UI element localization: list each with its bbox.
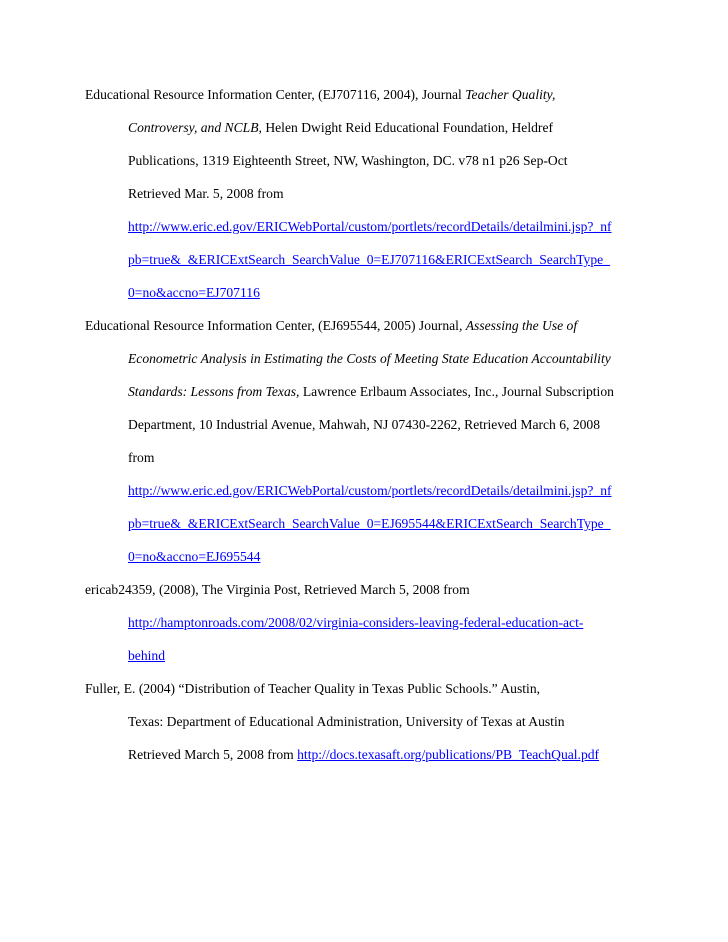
ref-ej695544-article-title-cont: Econometric Analysis in Estimating the Costs of Meeting State Education Accountability [128,351,611,366]
ref-ej707116-line-7 [128,285,260,301]
ref-ej707116-url-part-1[interactable]: http://www.eric.ed.gov/ERICWebPortal/custom/portlets/recordDetails/detailmini.jsp?_nf [128,219,612,234]
ref-ej695544-line-4 [128,417,600,433]
ref-ej695544-line-6 [128,483,612,499]
ref-ej707116-address: Publications, 1319 Eighteenth Street, NW, Washington, DC. v78 n1 p26 Sep-Oct [128,153,568,168]
ref-ej695544-line-5 [128,450,154,466]
ref-ej707116-line-2 [128,120,553,136]
ref-ej707116-line-1 [85,87,555,103]
ref-ej695544-line-2 [128,351,611,367]
ref-fuller-2004-line-3 [128,747,599,763]
ref-fuller-2004-retrieved: Retrieved March 5, 2008 from [128,747,298,762]
ref-ej707116-url-part-3[interactable]: 0=no&accno=EJ707116 [128,285,260,300]
ref-ej707116-journal-title-cont: Controversy, and NCLB, [128,120,262,135]
ref-ej695544-line-1 [85,318,577,334]
ref-fuller-2004-line-1 [85,681,540,697]
ref-ericab24359-line-3 [128,648,165,664]
ref-ej707116-line-6 [128,252,610,268]
ref-ej707116-text: Educational Resource Information Center, (EJ707116, 2004), Journal [85,87,466,102]
ref-ej695544-from: from [128,450,155,465]
ref-ej695544-url-part-1[interactable]: http://www.eric.ed.gov/ERICWebPortal/custom/portlets/recordDetails/detailmini.jsp?_nf [128,483,612,498]
ref-ej707116-line-5 [128,219,612,235]
ref-ej695544-publisher: Lawrence Erlbaum Associates, Inc., Journal Subscription [299,384,614,399]
ref-ej695544-address: Department, 10 Industrial Avenue, Mahwah, NJ 07430-2262, Retrieved March 6, 2008 [128,417,601,432]
ref-ej707116-line-3 [128,153,568,169]
ref-ej695544-article-title-end: Standards: Lessons from Texas, [128,384,300,399]
ref-ej695544-url-part-2[interactable]: pb=true&_&ERICExtSearch_SearchValue_0=EJ695544&ERICExtSearch_SearchType_ [128,516,611,531]
ref-ericab24359-line-1 [85,582,470,598]
ref-fuller-2004-url[interactable]: http://docs.texasaft.org/publications/PB_TeachQual.pdf [297,747,600,762]
ref-ej707116-line-4 [128,186,284,202]
ref-ej707116-url-part-2[interactable]: pb=true&_&ERICExtSearch_SearchValue_0=EJ707116&ERICExtSearch_SearchType_ [128,252,610,267]
ref-ej695544-article-title: Assessing the Use of [465,318,578,333]
ref-ej707116-publisher: Helen Dwight Reid Educational Foundation, Heldref [261,120,554,135]
ref-ej695544-line-7 [128,516,611,532]
ref-ej695544-line-3 [128,384,614,400]
ref-ej695544-url-part-3[interactable]: 0=no&accno=EJ695544 [128,549,261,564]
ref-fuller-2004-publisher: Texas: Department of Educational Administration, University of Texas at Austin [128,714,565,729]
ref-ej695544-text: Educational Resource Information Center, (EJ695544, 2005) Journal, [85,318,466,333]
ref-fuller-2004-text: Fuller, E. (2004) “Distribution of Teacher Quality in Texas Public Schools.” Austin, [85,681,541,696]
ref-ericab24359-text: ericab24359, (2008), The Virginia Post, Retrieved March 5, 2008 from [85,582,470,597]
ref-ericab24359-line-2 [128,615,583,631]
ref-fuller-2004-line-2 [128,714,565,730]
ref-ej695544-line-8 [128,549,260,565]
ref-ej707116-retrieved: Retrieved Mar. 5, 2008 from [128,186,284,201]
ref-ericab24359-url-part-1[interactable]: http://hamptonroads.com/2008/02/virginia-considers-leaving-federal-education-act- [128,615,584,630]
ref-ericab24359-url-part-2[interactable]: behind [128,648,165,663]
ref-ej707116-journal-title: Teacher Quality, [465,87,556,102]
